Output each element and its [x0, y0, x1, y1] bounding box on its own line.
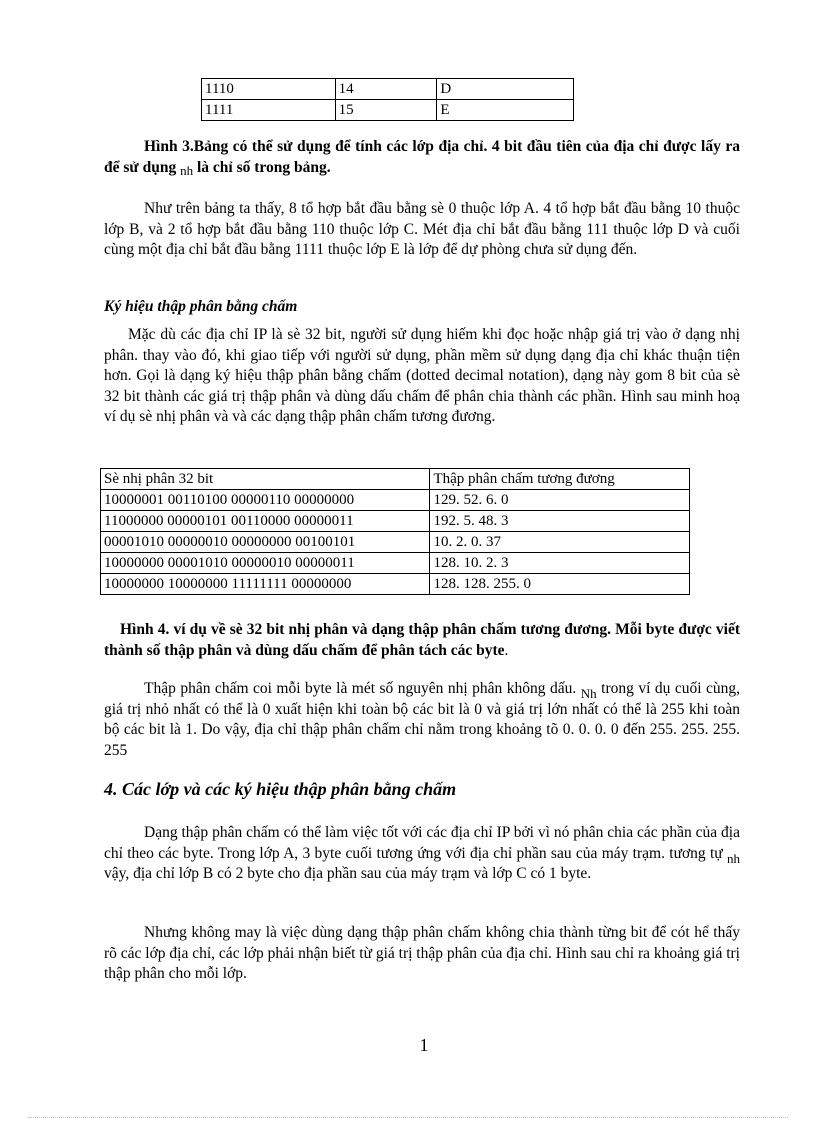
table-cell: 10000000 00001010 00000010 00000011 — [101, 553, 430, 574]
table-row — [101, 574, 690, 595]
table-header-row — [101, 469, 690, 490]
table-cell: 128. 128. 255. 0 — [430, 574, 690, 595]
table-row — [202, 100, 574, 121]
figure-4-caption: Hình 4. ví dụ về sè 32 bit nhị phân và dạng thập phân chấm tương đương. Mỗi byte được viết thành số thập phân và dùng dấu chấm để phân tách các byte. — [104, 621, 740, 659]
paragraph-dotted-decimal-intro: Mặc dù các địa chỉ IP là sè 32 bit, người sử dụng hiếm khi đọc hoặc nhập giá trị vào ở dạng nhị phân. thay vào đó, khi giao tiếp với người sử dụng, phần mềm sử dụng dạng địa chỉ khác thuận tiện hơn. Gọi là dạng ký hiệu thập phân bằng chấm (dotted decimal notation), dạng này gom 8 bit của sè 32 bit thành các giá trị thập phân và dùng dấu chấm để phân chia thành các phần. Hình sau minh hoạ ví dụ sè nhị phân và và các dạng thập phân chấm tương đương. — [104, 326, 740, 425]
paragraph-class-summary: Như trên bảng ta thấy, 8 tổ hợp bắt đầu bằng sè 0 thuộc lớp A. 4 tổ hợp bắt đầu bằng 10 thuộc lớp B, và 2 tổ hợp bắt đầu bằng 110 thuộc lớp C. Mét địa chỉ bắt đầu bằng 111 thuộc lớp D và cuối cùng một địa chỉ bắt đầu bằng 1111 thuộc lớp E là lớp để dự phòng chưa sử dụng đến. — [104, 200, 740, 258]
paragraph-class-recognition: Nhưng không may là việc dùng dạng thập phân chấm không chia thành từng bit để cót hể thấy rõ các lớp địa chỉ, các lớp phải nhận biết từ giá trị thập phân của địa chỉ. Hình sau chỉ ra khoảng giá trị thập phân cho mỗi lớp. — [104, 924, 740, 982]
address-class-table — [201, 78, 574, 121]
subscript-nh: nh — [180, 162, 194, 178]
table-cell: 14 — [335, 79, 437, 100]
figure-3-caption: Hình 3.Bảng có thể sử dụng để tính các lớp địa chỉ. 4 bit đầu tiên của địa chỉ được lấy ra để sử dụng nh là chỉ số trong bảng. — [104, 138, 740, 178]
table-cell: E — [437, 100, 574, 121]
table-cell: 10000000 10000000 11111111 00000000 — [101, 574, 430, 595]
table-cell: 10. 2. 0. 37 — [430, 532, 690, 553]
section-heading-dotted-decimal: Ký hiệu thập phân bằng chấm — [104, 298, 298, 315]
section-heading-classes: 4. Các lớp và các ký hiệu thập phân bằng chấm — [104, 779, 457, 799]
subscript-nh: nh — [727, 850, 740, 866]
paragraph-byte-division: Dạng thập phân chấm có thể làm việc tốt với các địa chỉ IP bởi vì nó phân chia các phần của địa chỉ theo các byte. Trong lớp A, 3 byte cuối tương ứng với địa chỉ phần sau của máy trạm. tương tự $_{nh}$ vậy, địa chỉ lớp B có 2 byte cho địa phần sau của máy trạm và lớp C có 1 byte. — [104, 824, 740, 882]
table-cell: 192. 5. 48. 3 — [430, 511, 690, 532]
binary-dotted-decimal-table — [100, 468, 690, 595]
table-cell: D — [437, 79, 574, 100]
table-cell: 1111 — [202, 100, 336, 121]
column-header: Sè nhị phân 32 bit — [101, 469, 430, 490]
table-row — [101, 553, 690, 574]
paragraph-unsigned-byte: Thập phân chấm coi mỗi byte là mét số nguyên nhị phân không dấu. $_{Nh}$ trong ví dụ cuối cùng, giá trị nhỏ nhất có thể là 0 xuất hiện khi toàn bộ các bit là 0 và giá trị lớn nhất có thể là 255 khi toàn bộ các bit là 1. Do vậy, địa chỉ thập phân chấm chỉ nằm trong khoảng tõ 0. 0. 0. 0 đến 255. 255. 255. 255 — [104, 680, 741, 759]
table-row — [101, 511, 690, 532]
table-cell: 11000000 00000101 00110000 00000011 — [101, 511, 430, 532]
table-cell: 1110 — [202, 79, 336, 100]
page-number: 1 — [419, 1035, 429, 1055]
table-cell: 128. 10. 2. 3 — [430, 553, 690, 574]
page-bottom-rule — [28, 1117, 788, 1118]
table-cell: 129. 52. 6. 0 — [430, 490, 690, 511]
table-cell: 15 — [335, 100, 437, 121]
table-row — [202, 79, 574, 100]
column-header: Thập phân chấm tương đương — [430, 469, 690, 490]
table-cell: 00001010 00000010 00000000 00100101 — [101, 532, 430, 553]
table-row — [101, 490, 690, 511]
table-row — [101, 532, 690, 553]
table-cell: 10000001 00110100 00000110 00000000 — [101, 490, 430, 511]
subscript-nh: Nh — [580, 686, 597, 701]
